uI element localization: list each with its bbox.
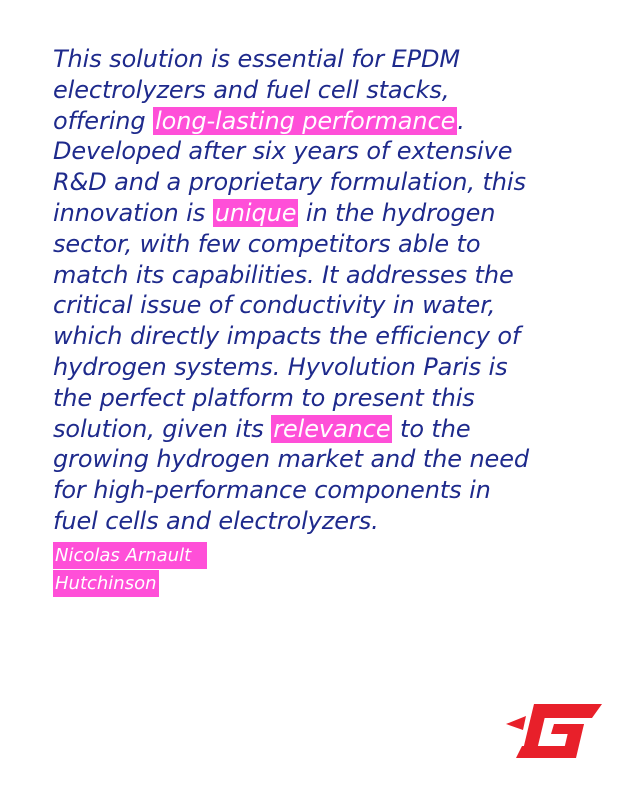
quote-line: fuel cells and electrolyzers.: [53, 506, 379, 535]
quote-line: match its capabilities. It addresses the: [53, 260, 514, 289]
quote-line: which directly impacts the efficiency of: [53, 322, 521, 351]
quote-line: Developed after six years of extensive: [53, 137, 513, 166]
quote-line: electrolyzers and fuel cell stacks,: [53, 75, 450, 104]
quote-line: solution, given its relevance to the: [53, 414, 471, 443]
quote-line: This solution is essential for EPDM: [53, 45, 460, 73]
highlight-unique: unique: [214, 198, 297, 227]
quote-line: offering long-lasting performance.: [53, 106, 465, 135]
hutchinson-logo-icon: [506, 702, 602, 760]
highlight-long-lasting-performance: long-lasting performance: [155, 106, 456, 135]
quote-line: sector, with few competitors able to: [53, 229, 481, 258]
attribution-company: Hutchinson: [53, 570, 159, 597]
quote-text: [53, 44, 613, 537]
quote-line: R&D and a proprietary formulation, this: [53, 168, 526, 197]
attribution: [53, 542, 207, 598]
quote-line: critical issue of conductivity in water,: [53, 291, 496, 320]
quote-line: the perfect platform to present this: [53, 383, 475, 412]
quote-line: growing hydrogen market and the need: [53, 445, 530, 474]
highlight-relevance: relevance: [273, 414, 391, 443]
quote-line: innovation is unique in the hydrogen: [53, 198, 496, 227]
attribution-name: Nicolas Arnault: [53, 542, 207, 569]
quote-line: for high-performance components in: [53, 476, 491, 505]
quote-line: hydrogen systems. Hyvolution Paris is: [53, 352, 508, 381]
